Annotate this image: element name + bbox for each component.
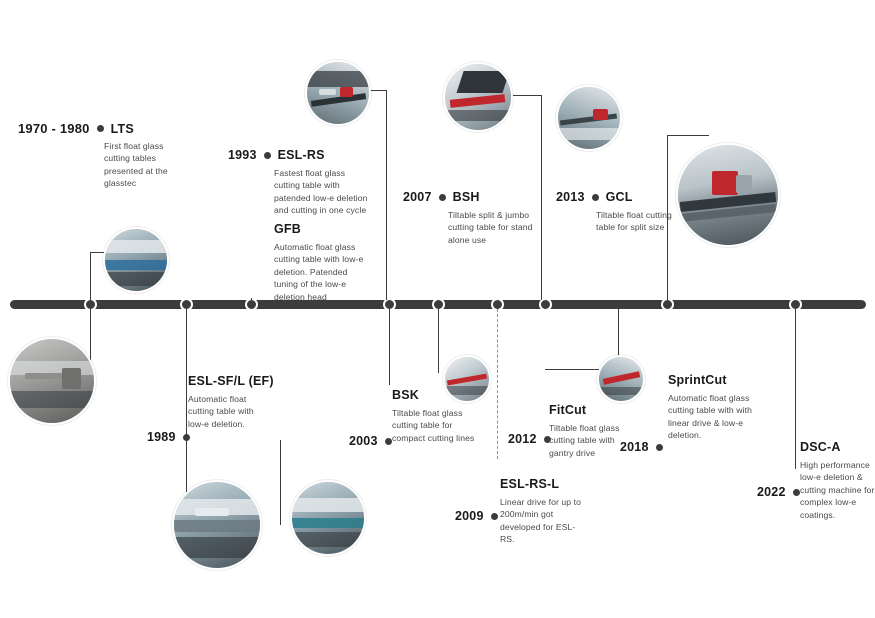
photo-dsc-a [676,143,780,247]
entry-gfb [274,222,372,303]
entry-esl-sf-l-year: 1989 [147,430,176,444]
entry-esl-sf-l [147,430,190,444]
entry-esl-rs-l-description: Linear drive for up to 200m/min got developed for ESL-RS. [500,497,582,545]
entry-bsk-year: 2003 [349,434,378,448]
entry-bsh [403,190,534,246]
photo-lts [8,337,96,425]
entry-esl-rs-year: 1993 [228,148,257,162]
entry-fitcut-description: Tiltable float glass cutting table with gantry drive [549,423,620,458]
photo-esl-rs [305,60,371,126]
entry-fitcut-title: FitCut [549,403,587,417]
entry-esl-sf-l-title: ESL-SF/L (EF) [188,374,274,388]
entry-lts-title: LTS [110,121,134,136]
connector-bsh-vertical [541,95,542,300]
entry-gcl [556,190,676,234]
entry-esl-rs-l [455,509,498,523]
entry-bsh-description: Tiltable split & jumbo cutting table for stand alone use [448,210,533,245]
entry-sprintcut-text [668,373,766,442]
entry-esl-sf-l-text [188,374,274,430]
entry-bsh-year: 2007 [403,190,432,204]
entry-bsk [349,434,392,448]
entry-gfb-description: Automatic float glass cutting table with low-e deletion. Patended tuning of the low-e deletion head [274,242,364,302]
entry-fitcut-text [549,403,629,459]
entry-lts-year: 1970 - 1980 [18,121,90,136]
entry-esl-rs-l-title: ESL-RS-L [500,477,560,491]
photo-sprintcut [172,480,262,570]
connector-esl-rs-l-dashed [497,309,498,459]
entry-gcl-year: 2013 [556,190,585,204]
photo-fitcut [597,355,645,403]
entry-dsc-a-text [800,440,875,521]
connector-bsk-vertical [389,309,390,385]
connector-bsk-photo-vertical [280,440,281,525]
entry-sprintcut [620,440,663,454]
entry-esl-sf-l-description: Automatic float cutting table with low-e deletion. [188,394,254,429]
entry-bsk-description: Tiltable float glass cutting table for compact cutting lines [392,408,475,443]
photo-esl-sf-l [103,227,169,293]
entry-bsk-title: BSK [392,388,419,402]
entry-esl-rs-title: ESL-RS [277,148,325,162]
connector-gfb-vertical [386,90,387,300]
entry-esl-rs [228,148,372,217]
entry-dsc-a-title: DSC-A [800,440,841,454]
connector-lts-up [90,252,91,300]
entry-fitcut-year: 2012 [508,432,537,446]
entry-sprintcut-year: 2018 [620,440,649,454]
timeline-axis-start-cap [10,300,19,309]
entry-esl-rs-l-year: 2009 [455,509,484,523]
photo-gfb [290,480,366,556]
entry-bsk-text [392,388,478,444]
entry-fitcut [508,432,551,446]
timeline-axis-end-cap [857,300,866,309]
entry-esl-rs-description: Fastest float glass cutting table with patended low-e deletion and cutting in one cycle [274,168,368,216]
connector-gcl-horizontal [667,135,709,136]
connector-dsc-a-vertical [795,309,796,469]
entry-dsc-a-description: High performance low-e deletion & cutting machine for complex low-e coatings. [800,460,875,520]
entry-esl-rs-l-text [500,477,586,546]
entry-gcl-title: GCL [605,190,633,204]
entry-lts-description: First float glass cutting tables presented at the glasstec [104,141,168,189]
entry-sprintcut-title: SprintCut [668,373,727,387]
entry-dsc-a [757,485,800,499]
entry-gfb-title: GFB [274,222,301,236]
entry-dsc-a-year: 2022 [757,485,786,499]
photo-gcl [556,85,622,151]
entry-sprintcut-description: Automatic float glass cutting table with with linear drive & low-e deletion. [668,393,752,441]
photo-bsh [443,62,513,132]
connector-bsh-down [438,309,439,373]
entry-gcl-description: Tiltable float cutting table for split size [596,210,672,233]
connector-esl-rs-stub [251,298,252,300]
entry-bsh-title: BSH [452,190,480,204]
entry-lts [18,121,190,190]
